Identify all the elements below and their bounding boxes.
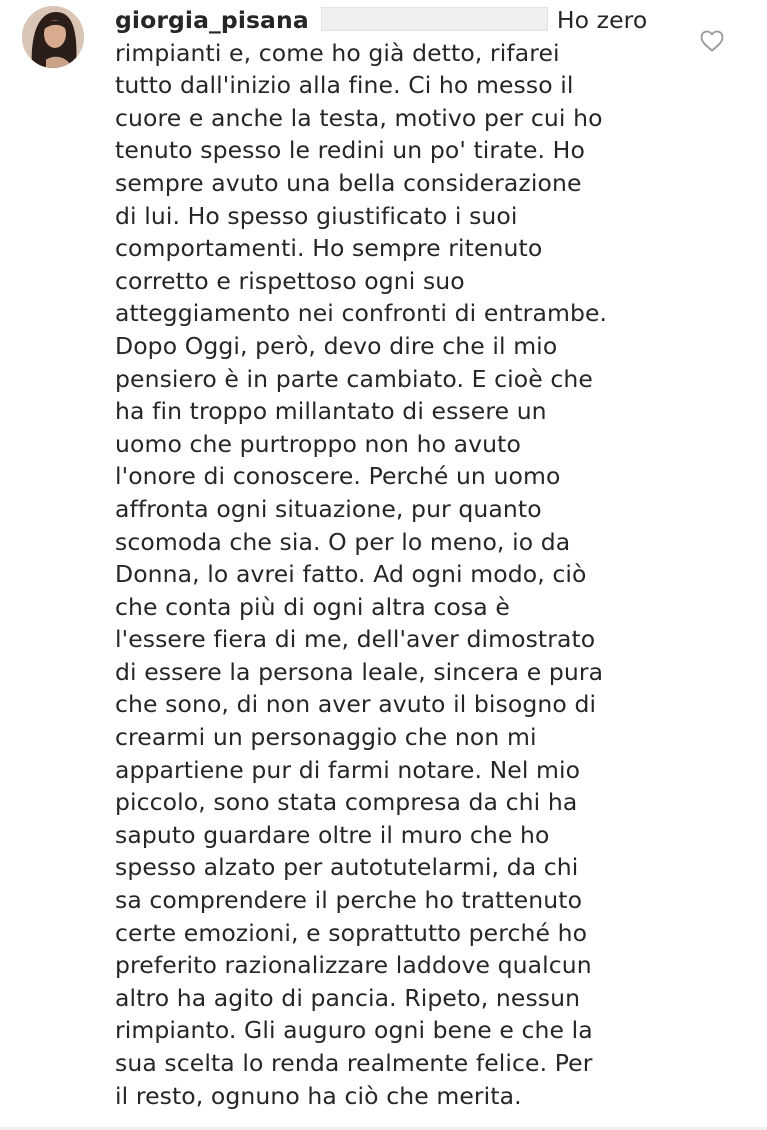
comment-username[interactable]: giorgia_pisana — [115, 6, 309, 34]
avatar[interactable] — [22, 6, 84, 68]
avatar-photo — [22, 6, 84, 68]
comment-body — [115, 4, 675, 1112]
redacted-block — [321, 7, 548, 31]
heart-outline-icon — [700, 30, 724, 52]
like-button[interactable] — [700, 30, 724, 52]
comment-text: Ho zero rimpianti e, come ho già detto, rifarei tutto dall'inizio alla fine. Ci ho messo il cuore e anche la testa, motivo per cui ho tenuto spesso le redini un po' tirate. Ho sempre avuto una bella considerazione di lui. Ho spesso giustificato i suoi comportamenti. Ho sempre ritenuto corretto e rispettoso ogni suo atteggiamento nei confronti di entrambe. Dopo Oggi, però, devo dire che il mio pensiero è in parte cambiato. E cioè che ha fin troppo millantato di essere un uomo che purtroppo non ho avuto l'onore di conoscere. Perché un uomo affronta ogni situazione, pur quanto scomoda che sia. O per lo meno, io da Donna, lo avrei fatto. Ad ogni modo, ciò che conta più di ogni altra cosa è l'essere fiera di me, dell'aver dimostrato di essere la persona leale, sincera e pura che sono, di non aver avuto il bisogno di crearmi un personaggio che non mi appartiene pur di farmi notare. Nel mio piccolo, sono stata compresa da chi ha saputo guardare oltre il muro che ho spesso alzato per autotutelarmi, da chi sa comprendere il perche ho trattenuto certe emozioni, e soprattutto perché ho preferito razionalizzare laddove qualcun altro ha agito di pancia. Ripeto, nessun rimpianto. Gli auguro ogni bene e che la sua scelta lo renda realmente felice. Per il resto, ognuno ha ciò che merita. — [115, 6, 648, 1110]
